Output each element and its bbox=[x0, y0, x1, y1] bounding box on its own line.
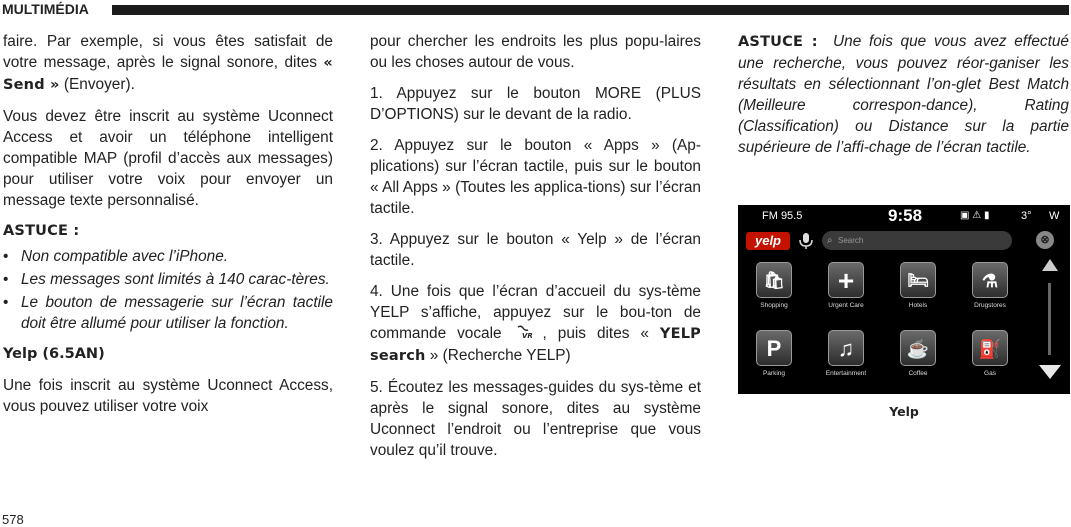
scroll-down-icon[interactable] bbox=[1039, 365, 1061, 379]
music-note-icon: ♫ bbox=[828, 330, 864, 366]
bed-icon: 🛏 bbox=[900, 262, 936, 298]
shopping-bag-icon: 🛍 bbox=[756, 262, 792, 298]
tip-text: Une fois que vous avez effectué une recherche, vous pouvez réor-ganiser les résultats en sélectionnant l’on-glet Best Match (Meilleure correspon-dance), Rating (Classification) ou Distance sur la partie supérieure de l’affi-chage de l’écran tactile. bbox=[738, 33, 1069, 156]
step-1: 1. Appuyez sur le bouton MORE (PLUS D’OPTIONS) sur le devant de la radio. bbox=[370, 85, 701, 123]
paragraph-continued: pour chercher les endroits les plus popu-laires ou les choses autour de vous. bbox=[370, 33, 701, 71]
parking-p-icon: P bbox=[756, 330, 792, 366]
tile-drugstores[interactable] bbox=[958, 260, 1020, 322]
tip-list bbox=[3, 246, 333, 334]
yelp-search-command: YELP search bbox=[370, 326, 701, 364]
tile-label: Drugstores bbox=[974, 302, 1006, 309]
connectivity-icons: ▣ ⚠ ▮ bbox=[960, 210, 990, 221]
header-rule bbox=[112, 5, 1069, 15]
tile-gas[interactable] bbox=[958, 328, 1020, 390]
yelp-logo: yelp bbox=[746, 232, 790, 250]
tile-label: Coffee bbox=[908, 370, 928, 377]
step-4-mid: , puis dites « bbox=[542, 325, 660, 342]
search-input[interactable]: ⌕ Search bbox=[822, 231, 1012, 250]
step-3: 3. Appuyez sur le bouton « Yelp » de l’écran tactile. bbox=[370, 231, 701, 269]
coffee-cup-icon: ☕ bbox=[900, 330, 936, 366]
pill-bottle-icon: ⚗ bbox=[972, 262, 1008, 298]
tip-item: • Le bouton de messagerie sur l’écran tactile doit être allumé pour utiliser la fonction. bbox=[3, 292, 333, 334]
plus-cross-icon: + bbox=[828, 262, 864, 298]
voice-command-icon bbox=[515, 324, 541, 340]
step-4 bbox=[370, 281, 701, 367]
microphone-icon[interactable] bbox=[796, 231, 816, 251]
tip-label: ASTUCE : bbox=[738, 34, 818, 50]
status-bar bbox=[738, 205, 1070, 227]
section-title-yelp: Yelp (6.5AN) bbox=[3, 346, 105, 362]
paragraph-send bbox=[3, 31, 333, 96]
svg-text:VR: VR bbox=[521, 332, 533, 340]
send-text-post: (Envoyer). bbox=[59, 76, 135, 93]
tile-label: Hotels bbox=[908, 302, 928, 309]
section-header: MULTIMÉDIA bbox=[0, 0, 97, 18]
tile-urgent-care[interactable] bbox=[814, 260, 876, 322]
tile-label: Parking bbox=[762, 370, 786, 377]
tip-label: ASTUCE : bbox=[3, 223, 80, 239]
paragraph-uconnect-requirement: Vous devez être inscrit au système Uconnect Access et avoir un téléphone intelligent compatible MAP (profil d’accès aux messages) pour utiliser votre voix pour envoyer un message texte personnalisé. bbox=[3, 108, 333, 209]
step-4-post: » (Recherche YELP) bbox=[425, 347, 571, 364]
search-row bbox=[738, 229, 1070, 253]
figure-caption: Yelp bbox=[889, 404, 919, 419]
column-1 bbox=[3, 31, 333, 427]
send-command: « Send » bbox=[3, 55, 333, 93]
tile-entertainment[interactable] bbox=[814, 328, 876, 390]
send-text-pre: faire. Par exemple, si vous êtes satisfait de votre message, après le signal sonore, dites bbox=[3, 33, 333, 71]
category-grid bbox=[742, 260, 1032, 394]
clock: 9:58 bbox=[888, 206, 923, 225]
yelp-screen-image bbox=[738, 205, 1070, 394]
page-number: 578 bbox=[2, 512, 24, 527]
scroll-up-icon[interactable] bbox=[1042, 259, 1058, 271]
tile-coffee[interactable] bbox=[886, 328, 948, 390]
tile-parking[interactable] bbox=[742, 328, 804, 390]
column-2 bbox=[370, 31, 701, 471]
paragraph-yelp-intro: Une fois inscrit au système Uconnect Access, vous pouvez utiliser votre voix bbox=[3, 377, 333, 415]
tile-hotels[interactable] bbox=[886, 260, 948, 322]
tile-label: Entertainment bbox=[825, 370, 867, 377]
column-3 bbox=[738, 31, 1069, 168]
scrollbar[interactable] bbox=[1038, 257, 1062, 385]
close-icon[interactable]: ⊗ bbox=[1036, 231, 1054, 249]
compass-direction: W bbox=[1049, 210, 1060, 222]
tip-paragraph bbox=[738, 31, 1069, 158]
tip-item: • Les messages sont limités à 140 carac-tères. bbox=[3, 269, 333, 290]
scroll-track[interactable] bbox=[1048, 283, 1051, 355]
temperature: 3° bbox=[1021, 210, 1032, 222]
tile-shopping[interactable] bbox=[742, 260, 804, 322]
tile-label: Gas bbox=[984, 370, 996, 377]
step-2: 2. Appuyez sur le bouton « Apps » (Ap-plications) sur l’écran tactile, puis sur le bouton « All Apps » (Toutes les applica-tions) sur l’écran tactile. bbox=[370, 137, 701, 217]
tile-label: Urgent Care bbox=[828, 302, 864, 309]
tip-item: • Non compatible avec l’iPhone. bbox=[3, 246, 333, 267]
step-5: 5. Écoutez les messages-guides du sys-tème et après le signal sonore, dites au système Uconnect l’endroit ou l’entreprise que vous voulez qu’il trouve. bbox=[370, 379, 701, 459]
tile-label: Shopping bbox=[760, 302, 788, 309]
gas-pump-icon: ⛽ bbox=[972, 330, 1008, 366]
radio-station: FM 95.5 bbox=[762, 210, 803, 222]
step-4-pre: 4. Une fois que l’écran d’accueil du sys-tème YELP s’affiche, appuyez sur le bou-ton de commande vocale bbox=[370, 283, 701, 342]
